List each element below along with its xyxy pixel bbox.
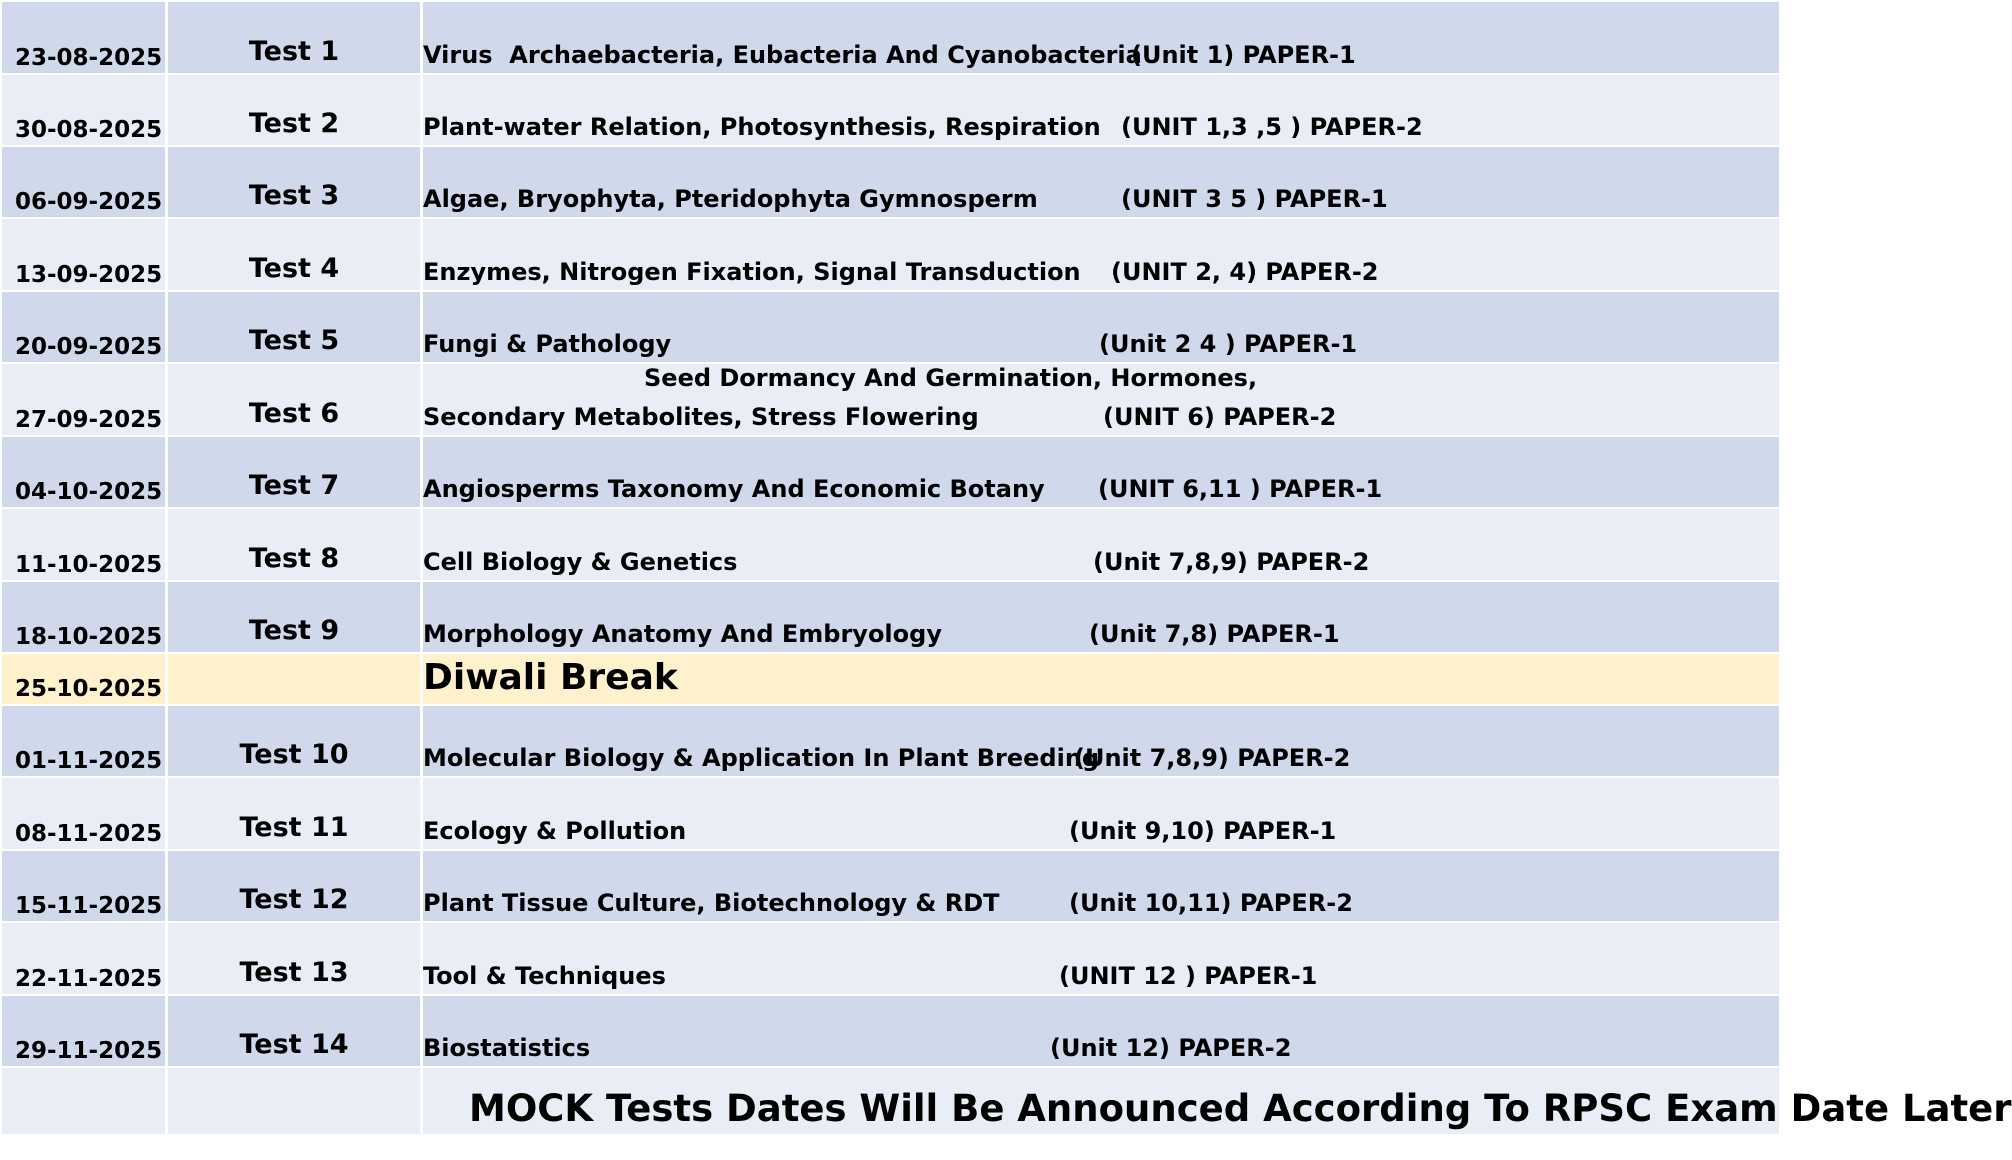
row-date: 01-11-2025 xyxy=(15,748,163,774)
topic-cell xyxy=(423,582,1779,652)
date-cell xyxy=(2,996,165,1066)
date-cell xyxy=(2,1068,165,1134)
test-cell xyxy=(168,654,420,704)
test-cell xyxy=(168,778,420,849)
test-cell xyxy=(168,851,420,921)
topic-cell xyxy=(423,75,1779,145)
test-name: Test 14 xyxy=(239,1029,349,1060)
unit-paper-text: (Unit 7,8,9) PAPER-2 xyxy=(1074,744,1351,772)
schedule-row xyxy=(2,292,1779,362)
schedule-row xyxy=(2,75,1779,145)
date-cell xyxy=(2,292,165,362)
topic-cell xyxy=(423,923,1779,994)
unit-paper-text: (UNIT 6) PAPER-2 xyxy=(1103,403,1337,431)
topic-cell xyxy=(423,996,1779,1066)
test-name: Test 10 xyxy=(239,739,349,770)
row-date: 15-11-2025 xyxy=(15,893,163,919)
topic-cell xyxy=(423,219,1779,290)
footer-row xyxy=(2,1068,2012,1134)
topic-text: Ecology & Pollution xyxy=(423,817,687,845)
date-cell xyxy=(2,778,165,849)
topic-cell xyxy=(423,364,1779,435)
date-cell xyxy=(2,219,165,290)
topic-text: Morphology Anatomy And Embryology xyxy=(423,620,942,648)
schedule-row xyxy=(2,996,1779,1066)
schedule-row xyxy=(2,923,1779,994)
unit-paper-text: (Unit 9,10) PAPER-1 xyxy=(1069,817,1337,845)
row-date: 27-09-2025 xyxy=(15,407,163,433)
date-cell xyxy=(2,923,165,994)
test-cell xyxy=(168,996,420,1066)
unit-paper-text: (UNIT 3 5 ) PAPER-1 xyxy=(1121,185,1388,213)
test-cell xyxy=(168,219,420,290)
test-name: Test 9 xyxy=(248,615,340,646)
row-date: 25-10-2025 xyxy=(15,676,163,702)
test-cell xyxy=(168,292,420,362)
schedule-row xyxy=(2,851,1779,921)
date-cell xyxy=(2,706,165,776)
schedule-row xyxy=(2,147,1779,217)
unit-paper-text: (Unit 7,8) PAPER-1 xyxy=(1089,620,1340,648)
topic-text: Fungi & Pathology xyxy=(423,330,672,358)
topic-text: Plant-water Relation, Photosynthesis, Respiration xyxy=(423,113,1101,141)
schedule-row xyxy=(2,219,1779,290)
test-name: Test 13 xyxy=(239,957,349,988)
topic-text: Enzymes, Nitrogen Fixation, Signal Transduction xyxy=(423,258,1081,286)
unit-paper-text: (Unit 10,11) PAPER-2 xyxy=(1069,889,1353,917)
test-cell xyxy=(168,364,420,435)
row-date: 13-09-2025 xyxy=(15,262,163,288)
row-date: 22-11-2025 xyxy=(15,966,163,992)
test-name: Test 7 xyxy=(248,470,340,501)
mock-test-notice: MOCK Tests Dates Will Be Announced According To RPSC Exam Date Later xyxy=(469,1087,2012,1130)
test-cell xyxy=(168,437,420,507)
schedule-row xyxy=(2,778,1779,849)
row-date: 20-09-2025 xyxy=(15,334,163,360)
schedule-row xyxy=(2,364,1779,435)
test-name: Test 4 xyxy=(248,253,340,284)
test-name: Test 8 xyxy=(248,543,340,574)
topic-cell xyxy=(423,778,1779,849)
test-cell xyxy=(168,1068,420,1134)
row-date: 08-11-2025 xyxy=(15,821,163,847)
topic-cell xyxy=(423,437,1779,507)
topic-cell xyxy=(423,706,1779,776)
date-cell xyxy=(2,147,165,217)
topic-text: Virus Archaebacteria, Eubacteria And Cyanobacteria xyxy=(423,41,1142,69)
test-cell xyxy=(168,706,420,776)
test-name: Test 12 xyxy=(239,884,349,915)
test-cell xyxy=(168,75,420,145)
row-date: 18-10-2025 xyxy=(15,624,163,650)
topic-cell xyxy=(423,509,1779,580)
test-cell xyxy=(168,509,420,580)
topic-text: Tool & Techniques xyxy=(423,962,666,990)
schedule-row xyxy=(2,706,1779,776)
topic-text: Plant Tissue Culture, Biotechnology & RDT xyxy=(423,889,1000,917)
date-cell xyxy=(2,654,165,704)
topic-cell xyxy=(423,654,1779,704)
topic-text-line1: Seed Dormancy And Germination, Hormones, xyxy=(644,364,1258,392)
unit-paper-text: (Unit 12) PAPER-2 xyxy=(1050,1034,1292,1062)
row-date: 30-08-2025 xyxy=(15,117,163,143)
schedule-row xyxy=(2,437,1779,507)
unit-paper-text: (Unit 2 4 ) PAPER-1 xyxy=(1099,330,1358,358)
unit-paper-text: (UNIT 12 ) PAPER-1 xyxy=(1059,962,1318,990)
unit-paper-text: (Unit 1) PAPER-1 xyxy=(1131,41,1356,69)
unit-paper-text: (Unit 7,8,9) PAPER-2 xyxy=(1093,548,1370,576)
test-name: Test 3 xyxy=(248,180,340,211)
date-cell xyxy=(2,851,165,921)
test-name: Test 2 xyxy=(248,108,340,139)
row-date: 04-10-2025 xyxy=(15,479,163,505)
topic-text: Biostatistics xyxy=(423,1034,591,1062)
topic-cell xyxy=(423,851,1779,921)
row-date: 06-09-2025 xyxy=(15,189,163,215)
test-cell xyxy=(168,923,420,994)
test-name: Test 1 xyxy=(248,36,340,67)
schedule-row-highlighted xyxy=(2,654,1779,704)
date-cell xyxy=(2,437,165,507)
test-cell xyxy=(168,147,420,217)
schedule-row xyxy=(2,2,1779,73)
topic-text: Angiosperms Taxonomy And Economic Botany xyxy=(423,475,1045,503)
topic-text: Molecular Biology & Application In Plant Breeding xyxy=(423,744,1100,772)
topic-cell xyxy=(423,147,1779,217)
unit-paper-text: (UNIT 6,11 ) PAPER-1 xyxy=(1098,475,1383,503)
topic-cell xyxy=(423,2,1779,73)
row-date: 11-10-2025 xyxy=(15,552,163,578)
schedule-row xyxy=(2,582,1779,652)
test-cell xyxy=(168,582,420,652)
row-date: 23-08-2025 xyxy=(15,45,163,71)
test-name: Test 5 xyxy=(248,325,340,356)
test-name: Test 6 xyxy=(248,398,340,429)
topic-cell xyxy=(423,1068,2012,1134)
date-cell xyxy=(2,509,165,580)
date-cell xyxy=(2,75,165,145)
date-cell xyxy=(2,364,165,435)
topic-text: Algae, Bryophyta, Pteridophyta Gymnosperm xyxy=(423,185,1038,213)
row-date: 29-11-2025 xyxy=(15,1038,163,1064)
date-cell xyxy=(2,582,165,652)
date-cell xyxy=(2,2,165,73)
test-cell xyxy=(168,2,420,73)
topic-cell xyxy=(423,292,1779,362)
unit-paper-text: (UNIT 2, 4) PAPER-2 xyxy=(1111,258,1379,286)
break-label: Diwali Break xyxy=(423,657,678,698)
topic-text: Secondary Metabolites, Stress Flowering xyxy=(423,403,979,431)
topic-text: Cell Biology & Genetics xyxy=(423,548,738,576)
test-name: Test 11 xyxy=(239,812,349,843)
unit-paper-text: (UNIT 1,3 ,5 ) PAPER-2 xyxy=(1121,113,1423,141)
schedule-row xyxy=(2,509,1779,580)
